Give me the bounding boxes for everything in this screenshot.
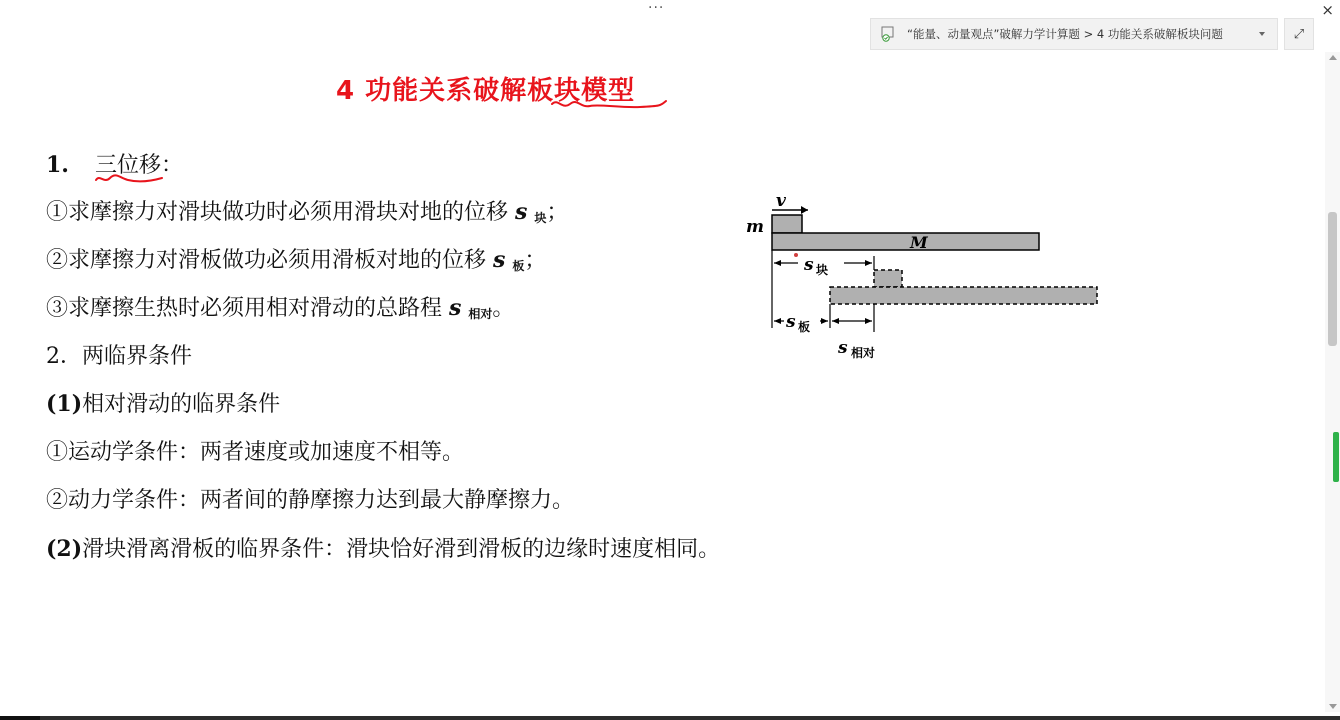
scroll-up-icon[interactable] xyxy=(1329,55,1337,60)
breadcrumb-path: “能量、动量观点”破解力学计算题 > 4 功能关系破解板块问题 xyxy=(907,27,1223,41)
s-board-label: s xyxy=(786,312,796,332)
initial-board xyxy=(772,233,1039,250)
section2-heading: 2．两临界条件 xyxy=(46,344,192,369)
expand-button[interactable]: ⤢ xyxy=(1284,18,1314,50)
velocity-arrow-head xyxy=(801,206,808,214)
final-board xyxy=(830,287,1097,304)
s-block-label: s xyxy=(804,255,814,275)
scroll-down-icon[interactable] xyxy=(1329,704,1337,709)
block-board-diagram xyxy=(738,186,1108,366)
bottom-progress-bar xyxy=(0,716,1340,720)
initial-block xyxy=(772,215,802,233)
section2-sub1: (1)相对滑动的临界条件 xyxy=(46,391,281,417)
s-block-sub: 块 xyxy=(816,263,829,277)
chevron-down-icon[interactable] xyxy=(1259,32,1265,36)
section2-item-2: ②动力学条件：两者间的静摩擦力达到最大静摩擦力。 xyxy=(46,488,575,513)
document-icon xyxy=(881,26,897,42)
s-rel-sub: 相对 xyxy=(851,346,876,360)
s-board-arrow-left xyxy=(774,318,781,324)
s-board-arrow-right xyxy=(821,318,828,324)
scroll-position-marker xyxy=(1333,432,1339,482)
s-rel-arrow-right xyxy=(865,318,872,324)
heading-wavy-underline xyxy=(94,172,168,186)
mass-m-label: m xyxy=(746,217,764,237)
title-wavy-underline xyxy=(550,98,670,112)
final-block xyxy=(874,270,902,287)
reference-dot xyxy=(794,253,798,257)
section1-item-1: ①求摩擦力对滑块做功时必须用滑块对地的位移 s $_块$； xyxy=(46,199,569,225)
breadcrumb[interactable] xyxy=(870,18,1278,50)
s-rel-arrow-left xyxy=(832,318,839,324)
s-rel-label: s xyxy=(838,338,848,358)
progress-segment xyxy=(0,716,40,720)
section2-item-1: ①运动学条件：两者速度或加速度不相等。 xyxy=(46,440,465,465)
section1-item-2: ②求摩擦力对滑板做功必须用滑板对地的位移 s $_板$； xyxy=(46,247,547,273)
section1-heading: 1. 三位移： xyxy=(46,152,183,178)
page-title: 4 功能关系破解板块模型 xyxy=(336,76,636,106)
s-block-arrow-right xyxy=(865,260,872,266)
section1-item-3: ③求摩擦生热时必须用相对滑动的总路程 s $_{相对}$。 xyxy=(46,295,515,321)
window-drag-handle[interactable]: ··· xyxy=(648,0,665,16)
velocity-label: v xyxy=(776,191,786,211)
section2-sub2: (2)滑块滑离滑板的临界条件：滑块恰好滑到滑板的边缘时速度相同。 xyxy=(46,536,721,562)
close-button[interactable]: × xyxy=(1321,1,1334,19)
s-block-arrow-left xyxy=(774,260,781,266)
s-board-sub: 板 xyxy=(798,320,811,334)
mass-M-label: M xyxy=(910,233,928,252)
scroll-thumb[interactable] xyxy=(1328,212,1337,346)
vertical-scrollbar[interactable] xyxy=(1325,52,1340,712)
